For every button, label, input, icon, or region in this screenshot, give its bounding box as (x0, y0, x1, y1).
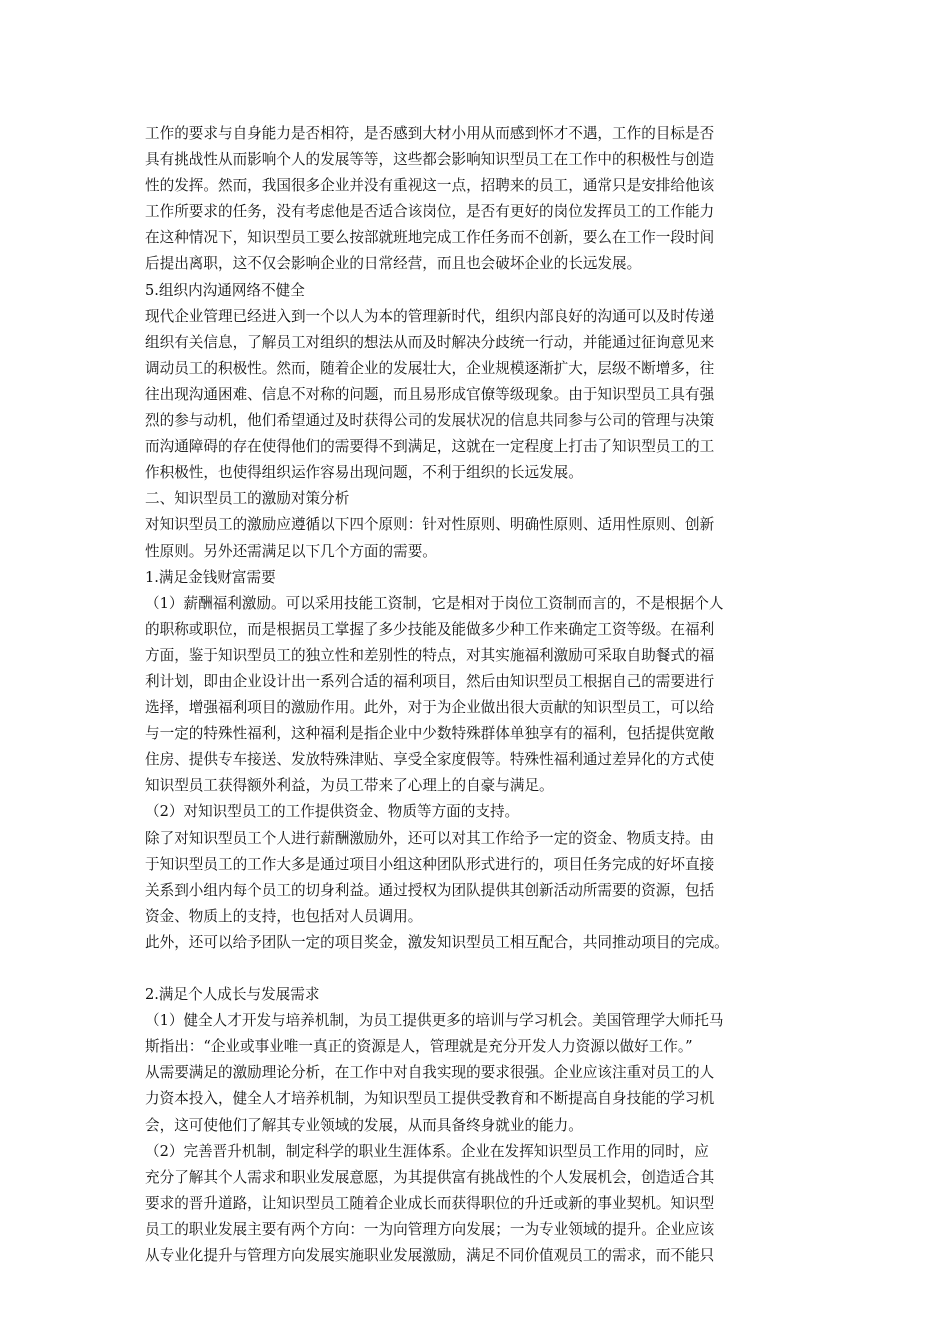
blank-line (145, 956, 825, 982)
text-line: 资金、物质上的支持，也包括对人员调用。 (145, 907, 423, 925)
text-line: 知识型员工获得额外利益，为员工带来了心理上的自豪与满足。 (145, 777, 554, 795)
text-line: （1）健全人才开发与培养机制，为员工提供更多的培训与学习机会。美国管理学大师托马 (145, 1012, 724, 1030)
text-line: 充分了解其个人需求和职业发展意愿，为其提供富有挑战性的个人发展机会，创造适合其 (145, 1168, 715, 1186)
text-line: 方面，鉴于知识型员工的独立性和差别性的特点，对其实施福利激励可采取自助餐式的福 (145, 646, 715, 664)
text-line: 此外，还可以给予团队一定的项目奖金，激发知识型员工相互配合，共同推动项目的完成。 (145, 933, 729, 951)
text-line: 力资本投入，健全人才培养机制，为知识型员工提供受教育和不断提高自身技能的学习机 (145, 1090, 715, 1108)
text-line: 从专业化提升与管理方向发展实施职业发展激励，满足不同价值观员工的需求，而不能只 (145, 1247, 715, 1265)
text-line: 于知识型员工的工作大多是通过项目小组这种团队形式进行的，项目任务完成的好坏直接 (145, 855, 715, 873)
text-line: （2）对知识型员工的工作提供资金、物质等方面的支持。 (145, 803, 520, 821)
text-line: （1）薪酬福利激励。可以采用技能工资制，它是相对于岗位工资制而言的，不是根据个人 (145, 594, 724, 612)
text-line: 调动员工的积极性。然而，随着企业的发展壮大，企业规模逐渐扩大，层级不断增多，往 (145, 359, 715, 377)
text-line: 性原则。另外还需满足以下几个方面的需要。 (145, 542, 437, 560)
text-line: 性的发挥。然而，我国很多企业并没有重视这一点，招聘来的员工，通常只是安排给他该 (145, 177, 715, 195)
text-line: 选择，增强福利项目的激励作用。此外，对于为企业做出很大贡献的知识型员工，可以给 (145, 699, 715, 717)
text-line: 员工的职业发展主要有两个方向：一为向管理方向发展；一为专业领域的提升。企业应该 (145, 1220, 715, 1238)
text-line: 利计划，即由企业设计出一系列合适的福利项目，然后由知识型员工根据自己的需要进行 (145, 672, 715, 690)
text-line: 工作的要求与自身能力是否相符，是否感到大材小用从而感到怀才不遇，工作的目标是否 (145, 125, 715, 142)
text-line: 2.满足个人成长与发展需求 (145, 986, 320, 1004)
text-line: 二、知识型员工的激励对策分析 (145, 490, 350, 508)
text-line: 具有挑战性从而影响个人的发展等等，这些都会影响知识型员工在工作中的积极性与创造 (145, 151, 715, 169)
text-line: 斯指出：“企业或事业唯一真正的资源是人，管理就是充分开发人力资源以做好工作。” (145, 1038, 693, 1056)
text-line: 从需要满足的激励理论分析，在工作中对自我实现的要求很强。企业应该注重对员工的人 (145, 1064, 715, 1082)
text-line: 烈的参与动机，他们希望通过及时获得公司的发展状况的信息共同参与公司的管理与决策 (145, 412, 715, 430)
text-line: 的职称或职位，而是根据员工掌握了多少技能及能做多少种工作来确定工资等级。在福利 (145, 620, 715, 638)
text-line: 住房、提供专车接送、发放特殊津贴、享受全家度假等。特殊性福利通过差异化的方式使 (145, 751, 715, 769)
text-line: 关系到小组内每个员工的切身利益。通过授权为团队提供其创新活动所需要的资源，包括 (145, 881, 715, 899)
text-line: 要求的晋升道路，让知识型员工随着企业成长而获得职位的升迁或新的事业契机。知识型 (145, 1194, 715, 1212)
text-line: 与一定的特殊性福利，这种福利是指企业中少数特殊群体单独享有的福利，包括提供宽敞 (145, 725, 715, 743)
text-line: （2）完善晋升机制，制定科学的职业生涯体系。企业在发挥知识型员工作用的同时，应 (145, 1142, 709, 1160)
document-body (145, 121, 825, 1269)
text-line: 除了对知识型员工个人进行薪酬激励外，还可以对其工作给予一定的资金、物质支持。由 (145, 829, 715, 847)
text-line: 而沟通障碍的存在使得他们的需要得不到满足，这就在一定程度上打击了知识型员工的工 (145, 438, 715, 456)
text-line: 对知识型员工的激励应遵循以下四个原则：针对性原则、明确性原则、适用性原则、创新 (145, 516, 715, 534)
text-line: 现代企业管理已经进入到一个以人为本的管理新时代，组织内部良好的沟通可以及时传递 (145, 307, 715, 325)
text-line: 1.满足金钱财富需要 (145, 568, 276, 586)
text-line: 会，这可使他们了解其专业领域的发展，从而具备终身就业的能力。 (145, 1116, 583, 1134)
text-line: 组织有关信息，了解员工对组织的想法从而及时解决分歧统一行动，并能通过征询意见来 (145, 333, 715, 351)
text-line: 往出现沟通困难、信息不对称的问题，而且易形成官僚等级现象。由于知识型员工具有强 (145, 385, 715, 403)
text-line: 后提出离职，这不仅会影响企业的日常经营，而且也会破坏企业的长远发展。 (145, 255, 642, 273)
text-line: 作积极性，也使得组织运作容易出现问题，不利于组织的长远发展。 (145, 464, 583, 482)
text-line: 在这种情况下，知识型员工要么按部就班地完成工作任务而不创新，要么在工作一段时间 (145, 229, 715, 247)
text-line: 工作所要求的任务，没有考虑他是否适合该岗位，是否有更好的岗位发挥员工的工作能力 (145, 203, 715, 221)
text-line: 5.组织内沟通网络不健全 (145, 281, 305, 299)
